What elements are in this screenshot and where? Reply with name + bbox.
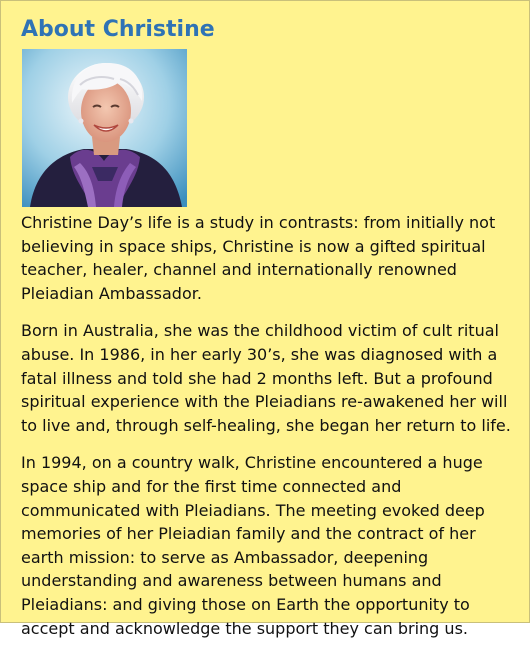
- bio-paragraph: Christine Day’s life is a study in contrasts: from initially not believing in space ships, Christine is now a gifted spiritual teacher, healer, channel and internationally renowned Pleiadian Ambassador.: [21, 213, 496, 303]
- portrait-photo: [22, 49, 187, 207]
- bio-paragraph: In 1994, on a country walk, Christine encountered a huge space ship and for the first time connected and communicated with Pleiadians. The meeting evoked deep memories of her Pleiadian family and the contract of her earth mission: to serve as Ambassador, deepening understanding and awareness between humans and Pleiadians: and giving those on Earth the opportunity to accept and acknowledge the support they can bring us.: [21, 453, 485, 638]
- page-title: About Christine: [21, 17, 215, 42]
- bio-paragraph: Born in Australia, she was the childhood victim of cult ritual abuse. In 1986, in her early 30’s, she was diagnosed with a fatal illness and told she had 2 months left. But a profound spiritual experience with the Pleiadians re-awakened her will to live and, through self-healing, she began her return to life.: [21, 321, 511, 435]
- portrait-illustration: [22, 49, 187, 207]
- bio-text: [21, 211, 521, 654]
